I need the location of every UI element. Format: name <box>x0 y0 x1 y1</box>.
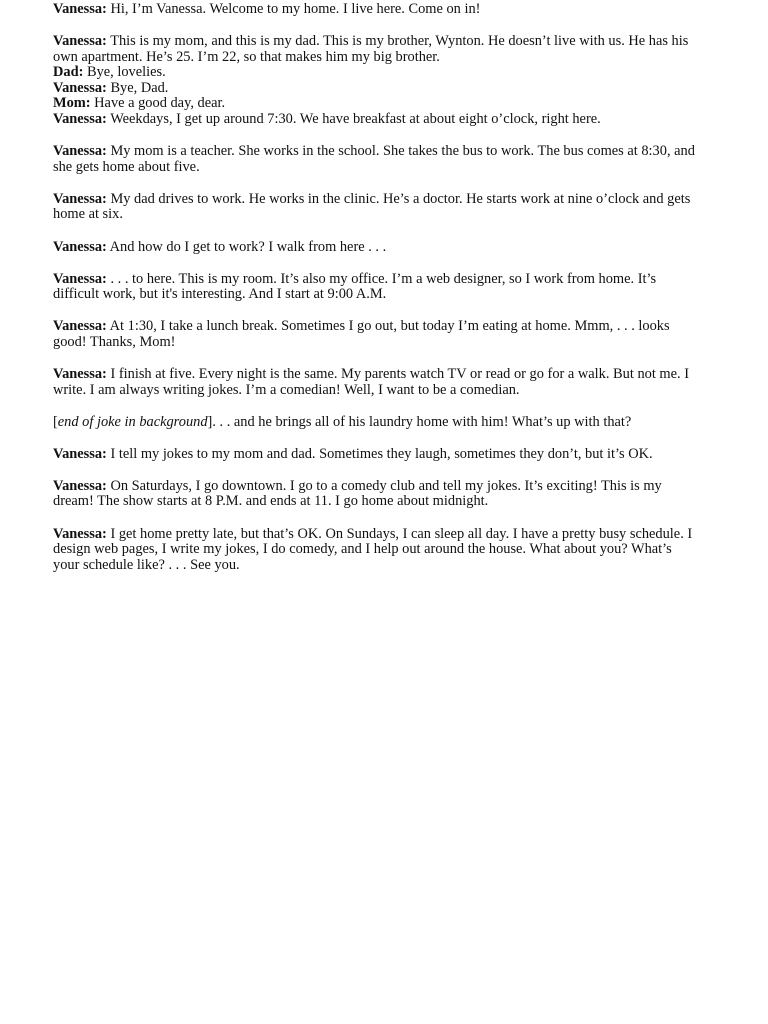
dialogue-line <box>53 144 698 175</box>
dialogue-line <box>53 447 698 463</box>
dialogue-text: And how do I get to work? I walk from here . . . <box>106 238 387 255</box>
dialogue-line <box>53 34 698 65</box>
paragraph-parents <box>53 447 698 463</box>
dialogue-line <box>53 2 698 18</box>
dialogue-text: On Saturdays, I go downtown. I go to a comedy club and tell my jokes. It’s exciting! This is my dream! The show starts at 8 P.M. and ends at 11. I go home about midnight. <box>53 477 662 510</box>
dialogue-text: Hi, I’m Vanessa. Welcome to my home. I live here. Come on in! <box>106 1 481 17</box>
speaker-name: Dad: <box>53 64 84 81</box>
paragraph-dad-work <box>53 192 698 223</box>
dialogue-line <box>53 479 698 510</box>
dialogue-text: My mom is a teacher. She works in the school. She takes the bus to work. The bus comes at 8:30, and she gets home about five. <box>53 143 695 175</box>
speaker-name: Mom: <box>53 95 91 112</box>
dialogue-line <box>53 192 698 223</box>
speaker-name: Vanessa: <box>53 111 107 128</box>
speaker-name: Vanessa: <box>53 143 107 160</box>
dialogue-line <box>53 272 698 303</box>
dialogue-text: I get home pretty late, but that’s OK. On Sundays, I can sleep all day. I have a pretty busy schedule. I design web pages, I write my jokes, I do comedy, and I help out around the house. What about you? What’s your schedule like? . . . See you. <box>53 525 693 573</box>
dialogue-text: This is my mom, and this is my dad. This is my brother, Wynton. He doesn’t live with us. He has his own apartment. He’s 25. I’m 22, so that makes him my big brother. <box>53 33 689 65</box>
speaker-name: Vanessa: <box>53 79 107 96</box>
dialogue-text: At 1:30, I take a lunch break. Sometimes I go out, but today I’m eating at home. Mmm, . . . looks good! Thanks, Mom! <box>53 318 670 350</box>
speaker-name: Vanessa: <box>53 238 107 255</box>
paragraph-walk <box>53 240 698 256</box>
paragraph-lunch <box>53 319 698 350</box>
paragraph-room <box>53 272 698 303</box>
stage-direction: end of joke in background <box>57 413 208 430</box>
dialogue-line <box>53 319 698 350</box>
dialogue-text: I finish at five. Every night is the same. My parents watch TV or read or go for a walk. But not me. I write. I am always writing jokes. I’m a comedian! Well, I want to be a comedian. <box>53 366 690 398</box>
speaker-name: Vanessa: <box>53 477 107 494</box>
dialogue-text: . . . to here. This is my room. It’s also my office. I’m a web designer, so I work from home. It’s difficult work, but it's interesting. And I start at 9:00 A.M. <box>53 270 657 303</box>
dialogue-text: ]. . . and he brings all of his laundry home with him! What’s up with that? <box>207 413 632 430</box>
dialogue-text: Bye, Dad. <box>106 79 169 96</box>
dialogue-text: Bye, lovelies. <box>83 64 166 81</box>
speaker-name: Vanessa: <box>53 366 107 382</box>
paragraph-saturdays <box>53 479 698 510</box>
speaker-name: Vanessa: <box>53 318 107 335</box>
speaker-name: Vanessa: <box>53 190 107 207</box>
dialogue-line <box>53 112 698 128</box>
dialogue-line <box>53 415 698 431</box>
speaker-name: Vanessa: <box>53 33 107 50</box>
paragraph-sundays <box>53 527 698 574</box>
speaker-name: Vanessa: <box>53 525 107 542</box>
paragraph-mom-work <box>53 144 698 175</box>
paragraph-joke <box>53 415 698 431</box>
dialogue-line <box>53 240 698 256</box>
dialogue-text: I tell my jokes to my mom and dad. Sometimes they laugh, sometimes they don’t, but it’s OK. <box>106 445 653 462</box>
speaker-name: Vanessa: <box>53 270 107 287</box>
paragraph-evening <box>53 367 698 398</box>
dialogue-text: Have a good day, dear. <box>90 95 226 112</box>
dialogue-text: My dad drives to work. He works in the clinic. He’s a doctor. He starts work at nine o’clock and gets home at six. <box>53 190 691 223</box>
speaker-name: Vanessa: <box>53 1 107 17</box>
speaker-name: Vanessa: <box>53 445 107 462</box>
dialogue-text: Weekdays, I get up around 7:30. We have breakfast at about eight o’clock, right here. <box>106 111 601 128</box>
dialogue-line <box>53 527 698 574</box>
dialogue-line <box>53 96 698 112</box>
dialogue-line <box>53 65 698 81</box>
dialogue-line <box>53 81 698 97</box>
dialogue-line <box>53 367 698 398</box>
paragraph-welcome <box>53 2 698 18</box>
paragraph-family <box>53 34 698 128</box>
bracket-open: [ <box>53 413 58 430</box>
